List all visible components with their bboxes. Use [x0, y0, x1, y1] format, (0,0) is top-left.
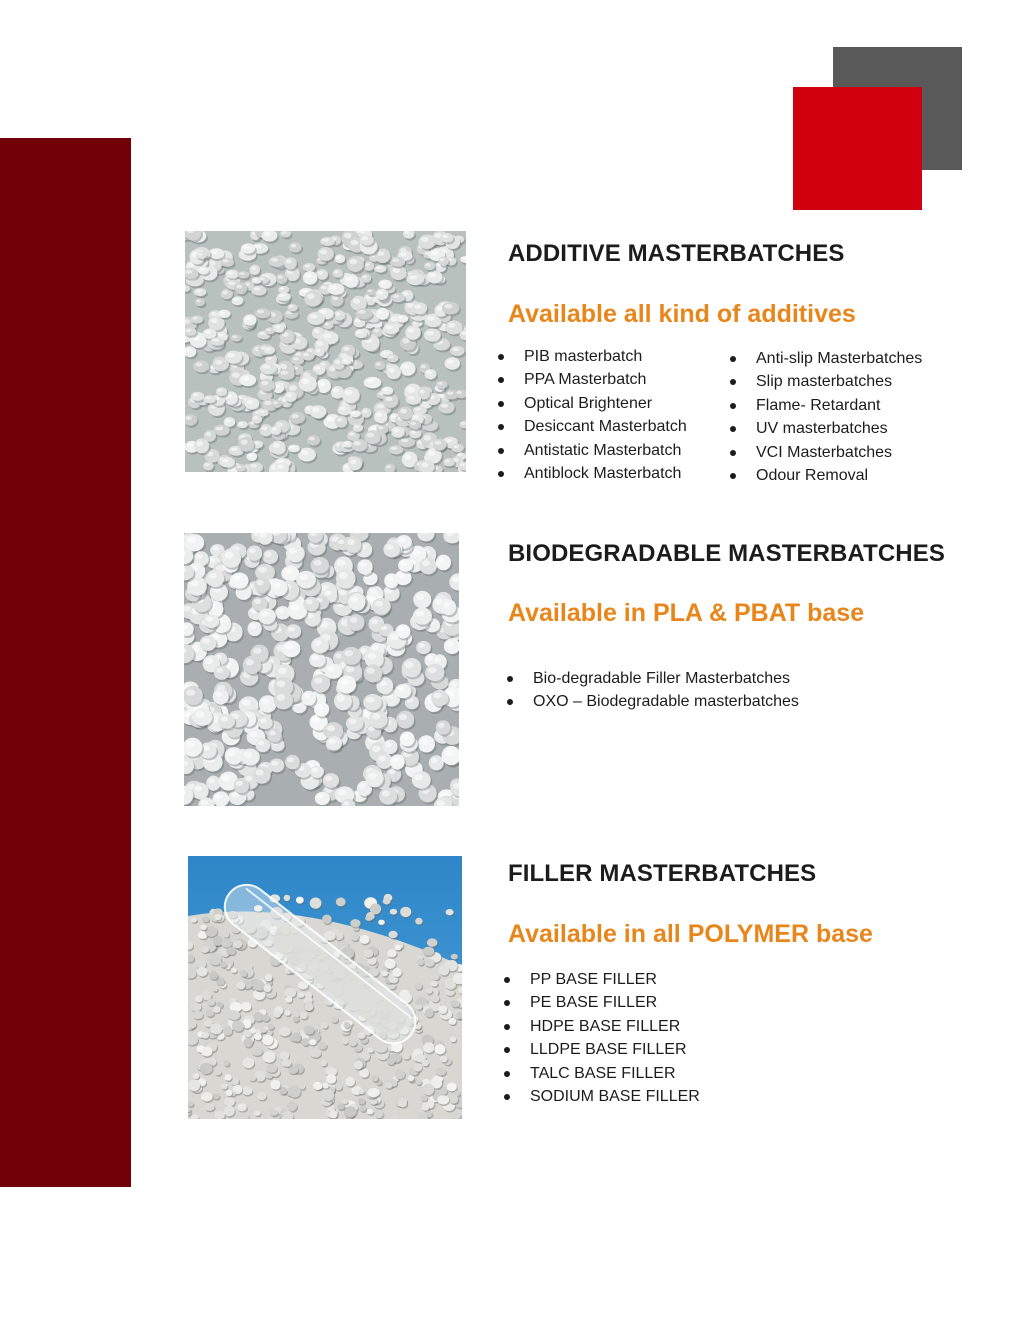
additive-title: ADDITIVE MASTERBATCHES [508, 240, 845, 267]
biodegradable-pellets-image [184, 533, 459, 806]
sidebar-band [0, 138, 131, 1187]
list-item: Flame- Retardant [728, 394, 922, 417]
list-item: PE BASE FILLER [502, 991, 700, 1014]
list-item: PIB masterbatch [496, 345, 687, 368]
list-item: HDPE BASE FILLER [502, 1015, 700, 1038]
list-item: Antistatic Masterbatch [496, 439, 687, 462]
list-item: Slip masterbatches [728, 370, 922, 393]
additive-list-left [496, 345, 687, 485]
filler-pellets-image [188, 856, 462, 1119]
list-item: OXO – Biodegradable masterbatches [505, 690, 799, 713]
additive-granules-image [185, 231, 466, 472]
list-item: Bio-degradable Filler Masterbatches [505, 667, 799, 690]
list-item: UV masterbatches [728, 417, 922, 440]
list-item: PP BASE FILLER [502, 968, 700, 991]
biodegradable-list [505, 667, 799, 714]
list-item: Anti-slip Masterbatches [728, 347, 922, 370]
biodegradable-subtitle: Available in PLA & PBAT base [508, 599, 865, 627]
list-item: LLDPE BASE FILLER [502, 1038, 700, 1061]
list-item: Odour Removal [728, 464, 922, 487]
list-item: VCI Masterbatches [728, 441, 922, 464]
filler-subtitle: Available in all POLYMER base [508, 920, 873, 948]
red-square-decoration [793, 87, 922, 210]
list-item: TALC BASE FILLER [502, 1062, 700, 1085]
list-item: Desiccant Masterbatch [496, 415, 687, 438]
filler-title: FILLER MASTERBATCHES [508, 860, 817, 887]
list-item: SODIUM BASE FILLER [502, 1085, 700, 1108]
additive-list-right [728, 347, 922, 487]
list-item: Antiblock Masterbatch [496, 462, 687, 485]
list-item: PPA Masterbatch [496, 368, 687, 391]
additive-subtitle: Available all kind of additives [508, 300, 856, 328]
filler-list [502, 968, 700, 1108]
list-item: Optical Brightener [496, 392, 687, 415]
biodegradable-title: BIODEGRADABLE MASTERBATCHES [508, 540, 945, 567]
